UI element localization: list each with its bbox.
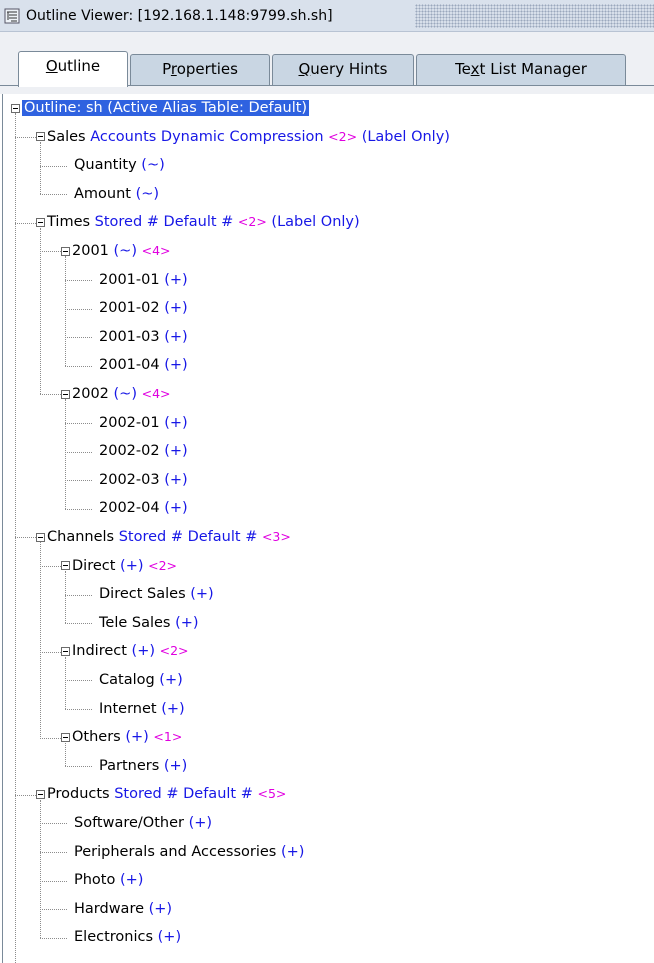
- tree-node-label-only: (Label Only): [361, 128, 450, 145]
- tree-node-label: 2002-02: [99, 443, 160, 460]
- tree-node-label: Quantity: [74, 157, 137, 174]
- tree-node-info: (+): [125, 729, 149, 746]
- tree-connector-line: [65, 509, 92, 510]
- tree-node-label: Electronics: [74, 929, 154, 946]
- tree-node-child-count: <4>: [141, 243, 171, 258]
- tree-node-info: (+): [188, 815, 213, 831]
- tree-connector-line: [40, 142, 41, 194]
- tree-node-child-count: <5>: [257, 786, 287, 802]
- tree-node-label: Internet: [99, 700, 157, 717]
- tree-node[interactable]: [47, 523, 291, 551]
- tree-node-label: Times: [47, 214, 91, 231]
- tree-node-info: (+): [163, 757, 188, 774]
- tree-connector-line: [40, 166, 67, 167]
- tab-properties[interactable]: Properties: [130, 54, 270, 85]
- tree-node-info: (+): [119, 872, 144, 889]
- tree-node-info: (+): [161, 700, 185, 717]
- tree-node[interactable]: [72, 723, 182, 751]
- tree-node[interactable]: [74, 180, 159, 208]
- tree-connector-line: [40, 194, 67, 195]
- tree-node-info: (+): [164, 500, 188, 517]
- tab-text-list-manager[interactable]: Text List Manager: [416, 54, 626, 85]
- outline-tree[interactable]: [2, 94, 654, 963]
- tree-connector-line: [65, 399, 66, 508]
- tree-connector-line: [65, 480, 92, 481]
- tree-node-info: (+): [280, 843, 305, 860]
- tree-node-child-count: <2>: [159, 643, 189, 659]
- tree-node[interactable]: [74, 923, 181, 951]
- collapse-toggle-icon[interactable]: [61, 390, 70, 399]
- tree-node-info: (+): [159, 672, 183, 688]
- tree-connector-line: [65, 337, 92, 338]
- tree-node[interactable]: [99, 609, 199, 637]
- tree-connector-line: [65, 309, 92, 310]
- tree-node-info: Accounts Dynamic Compression: [90, 128, 324, 145]
- collapse-toggle-icon[interactable]: [61, 561, 70, 570]
- outline-tree-icon: [4, 8, 20, 24]
- tree-node-info: (~): [141, 157, 165, 174]
- tree-node-label: Products: [47, 786, 110, 803]
- tree-node-info: Stored # Default #: [118, 529, 258, 545]
- collapse-toggle-icon[interactable]: [36, 533, 45, 542]
- tree-node-label: 2002-01: [99, 414, 160, 431]
- tree-node-info: Stored # Default #: [94, 214, 234, 231]
- tree-node[interactable]: [74, 895, 172, 923]
- tree-node-label: 2002-04: [99, 500, 160, 517]
- tree-node[interactable]: [99, 294, 188, 322]
- tree-connector-line: [65, 623, 92, 624]
- tree-node-info: (+): [148, 900, 173, 917]
- tree-node-info: (+): [164, 300, 188, 317]
- window-title: Outline Viewer: [192.168.1.148:9799.sh.sh]: [26, 8, 333, 24]
- tree-connector-line: [40, 738, 61, 739]
- tree-node-label: 2002-03: [99, 471, 160, 488]
- tree-connector-line: [65, 571, 66, 623]
- tree-node[interactable]: [72, 552, 177, 580]
- tab-query-hints[interactable]: Query Hints: [272, 54, 414, 85]
- tree-node-child-count: <2>: [328, 128, 358, 144]
- collapse-toggle-icon[interactable]: [36, 218, 45, 227]
- tree-connector-line: [65, 256, 66, 365]
- tree-node-info: (+): [164, 357, 188, 374]
- tree-connector-line: [65, 657, 66, 709]
- tree-node-info: (+): [164, 328, 188, 345]
- tree-node[interactable]: [99, 494, 188, 522]
- tree-node-label: Others: [72, 729, 121, 746]
- tree-node[interactable]: [72, 237, 171, 265]
- tree-node[interactable]: [74, 809, 212, 837]
- tree-connector-line: [40, 566, 61, 567]
- tree-node-label: Hardware: [74, 900, 145, 917]
- tree-node-label: Direct: [72, 557, 116, 574]
- tree-node-label: 2001-02: [99, 300, 160, 317]
- tree-connector-line: [40, 652, 61, 653]
- tree-node[interactable]: [99, 695, 185, 723]
- tree-node-label: Channels: [47, 529, 115, 545]
- tree-node-info: Stored # Default #: [114, 786, 253, 803]
- tree-connector-line: [65, 366, 92, 367]
- tree-node[interactable]: [74, 151, 165, 179]
- tree-node-info: (+): [175, 614, 199, 631]
- tree-node[interactable]: [99, 323, 188, 351]
- tree-node[interactable]: [99, 266, 188, 294]
- tree-node[interactable]: [99, 666, 183, 694]
- tree-node-label: Amount: [74, 185, 131, 202]
- tree-node-label: 2002: [72, 386, 109, 402]
- tree-node[interactable]: [99, 437, 188, 465]
- tree-node[interactable]: [99, 409, 188, 437]
- tree-connector-line: [40, 909, 67, 910]
- collapse-toggle-icon[interactable]: [61, 647, 70, 656]
- tree-connector-line: [65, 280, 92, 281]
- collapse-toggle-icon[interactable]: [36, 790, 45, 799]
- title-bar: [0, 0, 654, 32]
- tree-connector-line: [65, 680, 92, 681]
- tree-node-info: (+): [131, 643, 155, 660]
- tree-node-label: Direct Sales: [99, 586, 186, 603]
- tree-node-label: Partners: [99, 757, 160, 774]
- tree-node-info: (+): [190, 586, 214, 603]
- tree-node-info: (+): [164, 414, 188, 431]
- tree-node[interactable]: [47, 123, 450, 151]
- tree-connector-line: [40, 228, 41, 395]
- tree-node[interactable]: [72, 637, 189, 665]
- tab-strip: [0, 32, 654, 94]
- tree-connector-line: [65, 595, 92, 596]
- tree-node-child-count: <2>: [148, 557, 178, 573]
- tree-node[interactable]: [99, 466, 188, 494]
- tree-connector-line: [65, 766, 92, 767]
- tree-node-info: (~): [113, 386, 137, 402]
- tree-connector-line: [40, 542, 41, 737]
- tree-connector-line: [40, 852, 67, 853]
- tree-connector-line: [15, 137, 36, 138]
- tab-outline[interactable]: Outline: [18, 51, 128, 87]
- tree-node-label: 2001-01: [99, 271, 160, 288]
- tree-connector-line: [40, 394, 61, 395]
- tree-node-label: Peripherals and Accessories: [74, 843, 277, 860]
- tree-connector-line: [65, 709, 92, 710]
- tree-node-label-only: (Label Only): [271, 214, 360, 231]
- tree-node-child-count: <1>: [153, 729, 183, 745]
- tree-node-info: (~): [113, 243, 137, 259]
- tree-node[interactable]: [99, 351, 188, 379]
- tree-connector-line: [40, 823, 67, 824]
- tree-node-label: Tele Sales: [99, 614, 171, 631]
- tree-node-child-count: <3>: [261, 529, 291, 544]
- tree-node-child-count: <2>: [237, 214, 267, 230]
- tree-node[interactable]: [74, 838, 304, 866]
- tree-node-label: 2001-04: [99, 357, 160, 374]
- tree-connector-line: [15, 795, 16, 963]
- tree-node[interactable]: [74, 866, 143, 894]
- tree-connector-line: [15, 113, 16, 794]
- tree-connector-line: [15, 795, 36, 796]
- tree-node-label: Indirect: [72, 643, 127, 660]
- tree-node-child-count: <4>: [141, 386, 171, 401]
- tree-node-info: (+): [164, 471, 188, 488]
- tree-connector-line: [40, 881, 67, 882]
- collapse-toggle-icon[interactable]: [61, 247, 70, 256]
- tree-node-label: Outline: sh (Active Alias Table: Default): [24, 100, 308, 116]
- collapse-toggle-icon[interactable]: [36, 132, 45, 141]
- collapse-toggle-icon[interactable]: [11, 104, 20, 113]
- tree-node-info: (~): [135, 185, 160, 202]
- collapse-toggle-icon[interactable]: [61, 733, 70, 742]
- tree-node-info: (+): [120, 557, 144, 574]
- tree-node[interactable]: [47, 780, 286, 808]
- title-bar-drag-grip[interactable]: [415, 4, 654, 28]
- tree-connector-line: [40, 800, 41, 938]
- tree-node-label: Photo: [74, 872, 116, 889]
- tree-node-label: Catalog: [99, 672, 155, 688]
- tree-root-node[interactable]: [22, 94, 309, 122]
- tree-connector-line: [40, 938, 67, 939]
- tree-node[interactable]: [47, 208, 360, 236]
- tree-connector-line: [15, 537, 36, 538]
- tree-node-info: (+): [164, 271, 188, 288]
- tree-node-label: 2001-03: [99, 328, 160, 345]
- tree-node-label: Sales: [47, 128, 86, 145]
- tree-node[interactable]: [99, 752, 187, 780]
- tree-node-info: (+): [157, 929, 182, 946]
- tree-node-label: Software/Other: [74, 815, 184, 831]
- tree-node[interactable]: [72, 380, 171, 408]
- tree-connector-line: [65, 452, 92, 453]
- tree-node[interactable]: [99, 580, 214, 608]
- tree-connector-line: [65, 743, 66, 767]
- tree-connector-line: [65, 423, 92, 424]
- tree-node-label: 2001: [72, 243, 109, 259]
- tree-connector-line: [40, 251, 61, 252]
- tree-connector-line: [15, 223, 36, 224]
- tree-node-info: (+): [164, 443, 188, 460]
